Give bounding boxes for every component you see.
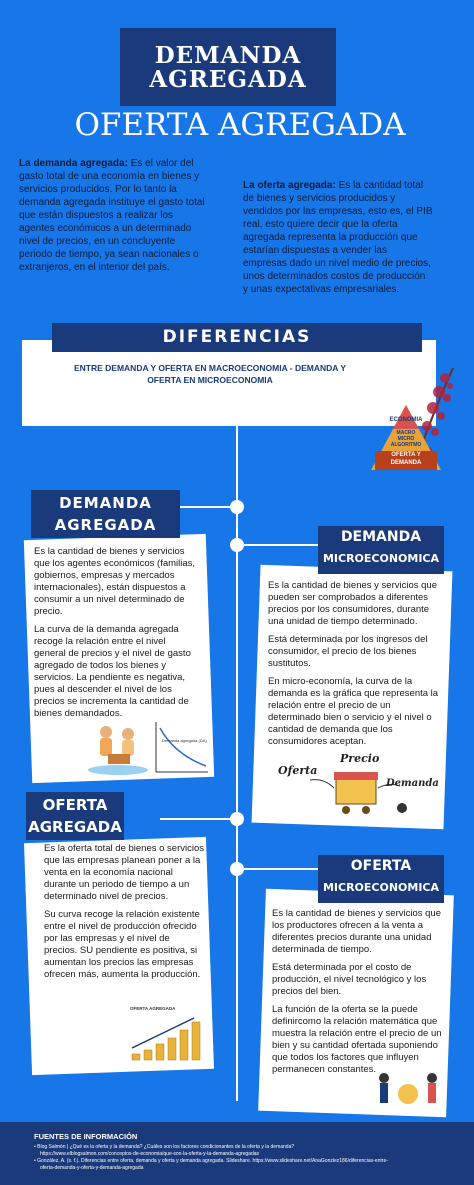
intro-demand-term: La demanda agregada: [19, 158, 128, 169]
ref1-line2[interactable]: https://www.elblogsalmon.com/conceptos-de-economia/que-son-la-oferta-y-la-demanda-agregadas [40, 1151, 260, 1157]
timeline-branch [238, 544, 318, 546]
pyramid-mid2: MICRO [397, 436, 415, 442]
pyramid-graphic [371, 405, 441, 470]
oferta-micro-p2: Está determinada por el costo de producción, el nivel tecnológico y los precios del bien. [272, 962, 427, 997]
oferta-micro-label-1: OFERTA [350, 858, 412, 874]
title-line-2: AGREGADA [149, 66, 307, 93]
oferta-micro-text [272, 908, 444, 1082]
demanda-agregada-label [31, 490, 180, 538]
oferta-agregada-text [44, 843, 204, 987]
footer-ref-2: • González, A. (s. f.). Diferencias entre oferta, demanda y oferta y demanda agregada. Slideshare. https://www.slideshare.net/AnaGonzlez186/diferencias-entre- [34, 1158, 388, 1164]
footer-heading: FUENTES DE INFORMACIÓN [34, 1132, 138, 1141]
business-people-icon [372, 1068, 446, 1114]
intro-demand [19, 157, 211, 274]
differences-caption: ENTRE DEMANDA Y OFERTA EN MACROECONOMIA - DEMANDA Y OFERTA EN MICROECONOMIA [73, 363, 346, 385]
pyramid-top-label: ECONOMIA [389, 417, 423, 423]
intro-supply-text: Es la cantidad total de bienes y servicios producidos y vendidos por las empresas, esto es, el PIB real, esto quiere decir que la oferta agregada representa la producción que estarían dispuestas a vender las empresas dado un nivel medio de precios, unos determinados costos de producción y unas expectativas empresariales. [243, 180, 433, 295]
timeline-branch [160, 818, 236, 820]
demanda-micro-p1: Es la cantidad de bienes y servicios que pueden ser comprobados a diferentes precios por los consumidores, durante una unidad de tiempo determinado. [268, 580, 437, 627]
demanda-micro-label-1: DEMANDA [340, 529, 422, 545]
pyramid-mid1: MACRO [396, 430, 416, 436]
demanda-agregada-p2: La curva de la demanda agregada recoge la relación entre el nivel general de precios y el nivel de gasto agregado de todos los bienes y servicios. La pendiente es negativa, pues al descender el nivel de los precios se incrementa la cantidad de bienes demandados. [34, 624, 191, 719]
title-line-1: DEMANDA [154, 42, 302, 69]
intro-supply-term: La oferta agregada: [243, 180, 336, 191]
timeline-line [236, 426, 238, 1101]
page-title [120, 44, 336, 92]
oferta-micro-label-2: MICROECONOMICA [322, 881, 440, 894]
footer-references [34, 1144, 464, 1172]
page-subtitle: OFERTA AGREGADA [74, 107, 406, 143]
demanda-agregada-text [34, 546, 199, 726]
coins-image-label: OFERTA AGREGADA [130, 1006, 176, 1011]
demanda-micro-label-2: MICROECONOMICA [322, 552, 440, 565]
intro-supply [243, 179, 433, 296]
oferta-micro-label [318, 855, 444, 903]
oferta-agregada-label-2: AGREGADA [28, 818, 122, 836]
img-oferta-label: Oferta [278, 764, 318, 777]
pyramid-bottom1: OFERTA Y [391, 452, 421, 458]
demanda-agregada-label-1: DEMANDA [59, 494, 152, 512]
footer-ref-1: • Blog Salmón | ¿Qué es la oferta y la demanda? ¿Cuáles son los factores condicionantes de la oferta y la demanda? [34, 1144, 295, 1150]
demanda-micro-label [318, 526, 444, 574]
oferta-agregada-p2: Su curva recoge la relación existente entre el nivel de producción ofrecido por las empresas y el nivel de precios. SU pendiente es positiva, si aumentan los precios las empresas ofrecen más, aumenta la producción. [44, 909, 201, 980]
aggregate-demand-chart [148, 720, 210, 776]
pyramid-bottom2: DEMANDA [390, 460, 422, 466]
demanda-micro-text [268, 580, 440, 754]
ref2-line1: González, A. (s. f.). Diferencias entre oferta, demanda y oferta y demanda agregada. Slideshare. https://www.slideshare.net/AnaGonzlez186/diferencias-entre- [37, 1158, 388, 1164]
demanda-micro-p3: En micro-economía, la curva de la demanda es la gráfica que representa la relación entre el precio de un determinado bien o servicio y el nivel o cantidad de demanda que los consumidores aceptan. [268, 676, 439, 747]
oferta-micro-p1: Es la cantidad de bienes y servicios que los productores ofrecen a la venta a diferentes precios durante una unidad determinada de tiempo. [272, 908, 441, 955]
ref2-line2[interactable]: oferta-demanda-y-oferta-y-demanda-agregada [40, 1165, 144, 1171]
oferta-micro-p3: La función de la oferta se la puede definircomo la relación matemática que muestra la relación entre el precio de un bien y su cantidad ofertada suponiendo que todos los factores que influyen permanecen constantes. [272, 1004, 442, 1075]
img-demanda-label: Demanda [386, 778, 439, 789]
footer [0, 1122, 474, 1185]
ref1-line1: Blog Salmón | ¿Qué es la oferta y la demanda? ¿Cuáles son los factores condicionantes de la oferta y la demanda? [37, 1144, 295, 1150]
timeline-branch [238, 868, 318, 870]
img-precio-label: Precio [340, 752, 380, 765]
oferta-agregada-p1: Es la oferta total de bienes o servicios que las empresas planean poner a la venta en la economía nacional durante un periodo de tiempo a un determinado nivel de precios. [44, 843, 205, 902]
differences-heading: DIFERENCIAS [52, 323, 422, 352]
demanda-agregada-p1: Es la cantidad de bienes y servicios que los agentes económicos (familias, gobiernos, empresas y mercados internacionales), están dispuestos a consumir a un nivel determinado de precio. [34, 546, 196, 617]
demanda-agregada-label-2: AGREGADA [54, 516, 157, 534]
oferta-agregada-label-1: OFERTA [42, 796, 108, 814]
people-illustration-icon [86, 718, 150, 776]
pyramid-mid3: ALGORITMO [390, 442, 422, 448]
chart-label: Demanda agregada (DA) [162, 738, 207, 743]
timeline-branch [180, 506, 236, 508]
demanda-micro-p2: Está determinada por los ingresos del consumidor, el precio de los bienes sustitutos. [268, 634, 428, 669]
coins-growth-icon [128, 1014, 204, 1064]
market-illustration [270, 752, 440, 818]
intro-demand-text: Es el valor del gasto total de una economía en bienes y servicios producidos. Por lo tanto la demanda agregada instituye el gasto total que están dispuestos a realizar los agentes económicos a un determinado nivel de precios, en un concluyente periodo de tiempo, ya sean nacionales o extranjeros, en el interior del país. [19, 158, 205, 273]
oferta-agregada-label [26, 792, 124, 840]
